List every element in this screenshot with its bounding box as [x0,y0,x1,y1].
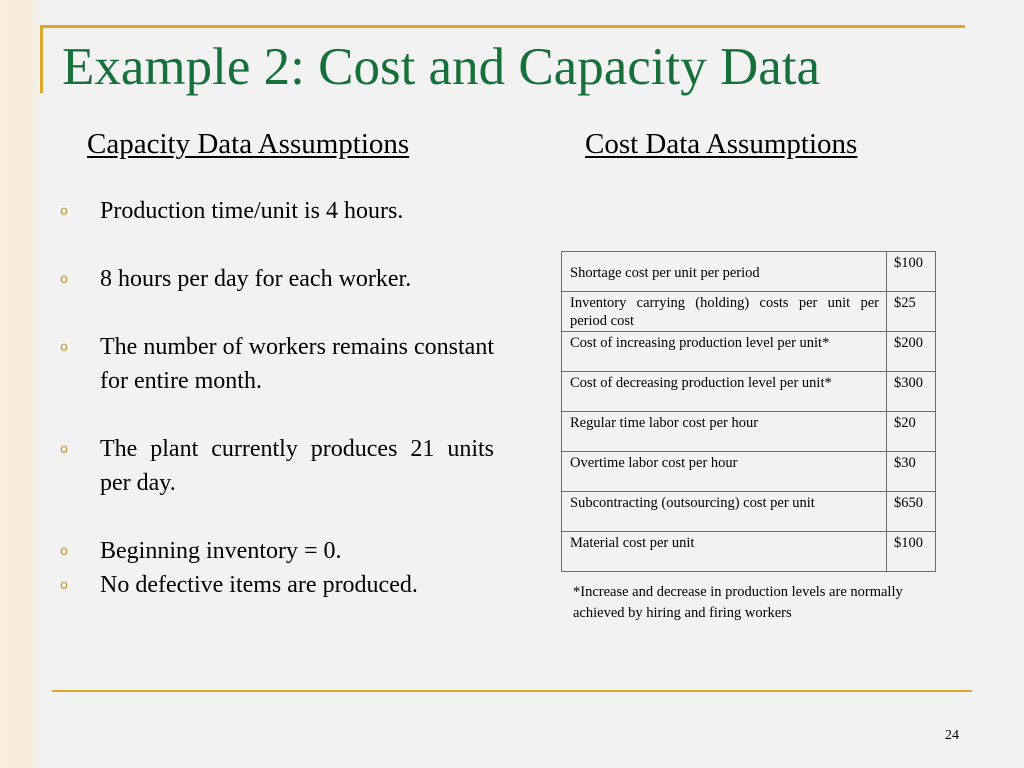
page-number: 24 [945,728,959,743]
cost-description: Inventory carrying (holding) costs per unit per period cost [562,292,887,332]
bullet-item [58,262,494,296]
bullet-item [58,568,494,602]
bullet-text: Beginning inventory = 0. [100,538,342,564]
cost-description: Subcontracting (outsourcing) cost per unit [562,492,887,532]
cost-table [561,251,936,572]
bullet-text: 8 hours per day for each worker. [100,266,412,292]
bullet-text: No defective items are produced. [100,572,418,598]
table-row [562,332,936,372]
bullet-text: The plant currently produces 21 units per day. [100,436,494,496]
table-row [562,372,936,412]
table-row [562,532,936,572]
cost-description: Shortage cost per unit per period [562,252,887,292]
bullet-item [58,432,494,500]
bullet-marker-icon: o [60,204,68,219]
cost-description: Cost of decreasing production level per unit* [562,372,887,412]
bullet-marker-icon: o [60,578,68,593]
cost-value: $25 [887,292,936,332]
bottom-accent-rule [52,690,972,692]
capacity-bullet-list [58,194,494,602]
left-accent-strip [0,0,42,768]
table-row [562,452,936,492]
bullet-text: The number of workers remains constant for entire month. [100,334,494,394]
cost-value: $100 [887,532,936,572]
bullet-item [58,194,494,228]
cost-value: $300 [887,372,936,412]
cost-value: $650 [887,492,936,532]
cost-description: Cost of increasing production level per unit* [562,332,887,372]
cost-value: $30 [887,452,936,492]
cost-value: $20 [887,412,936,452]
cost-description: Material cost per unit [562,532,887,572]
cost-value: $100 [887,252,936,292]
bullet-text: Production time/unit is 4 hours. [100,198,404,224]
table-row [562,492,936,532]
cost-heading: Cost Data Assumptions [585,128,858,160]
bullet-marker-icon: o [60,272,68,287]
bullet-item [58,330,494,398]
bullet-marker-icon: o [60,340,68,355]
top-accent-rule-vertical [40,25,43,93]
bullet-marker-icon: o [60,442,68,457]
table-row [562,252,936,292]
cost-value: $200 [887,332,936,372]
cost-description: Regular time labor cost per hour [562,412,887,452]
cost-footnote: *Increase and decrease in production levels are normally achieved by hiring and firing workers [573,584,903,621]
table-row [562,292,936,332]
capacity-heading: Capacity Data Assumptions [87,128,410,160]
slide-title: Example 2: Cost and Capacity Data [62,38,820,96]
top-accent-rule [42,25,965,28]
cost-description: Overtime labor cost per hour [562,452,887,492]
bullet-marker-icon: o [60,544,68,559]
bullet-item [58,534,494,568]
table-row [562,412,936,452]
